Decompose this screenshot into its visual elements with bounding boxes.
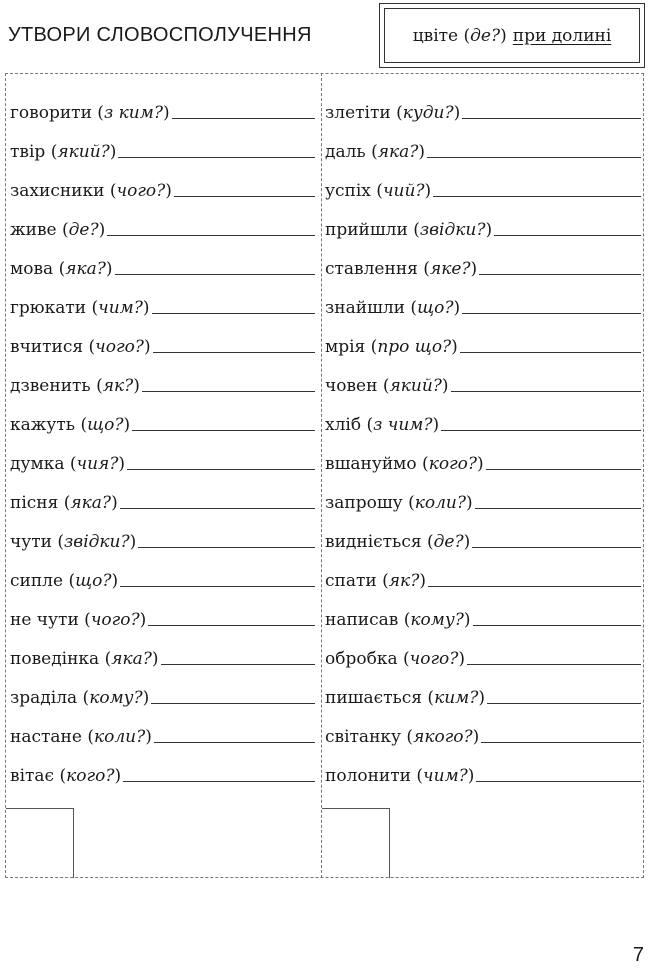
- answer-line[interactable]: [115, 274, 315, 275]
- phrase-word: не чути: [10, 610, 79, 630]
- phrase-question: яка?: [65, 259, 106, 279]
- answer-line[interactable]: [118, 157, 315, 158]
- right-corner-box: [322, 808, 390, 878]
- phrase-row: кажуть ( що? ): [10, 396, 315, 435]
- phrase-row: видніється ( де? ): [325, 513, 641, 552]
- phrase-question: чия?: [76, 454, 119, 474]
- answer-line[interactable]: [441, 430, 641, 431]
- phrase-row: написав ( кому? ): [325, 591, 641, 630]
- answer-line[interactable]: [138, 547, 315, 548]
- answer-line[interactable]: [161, 664, 315, 665]
- phrase-row: пісня ( яка? ): [10, 474, 315, 513]
- answer-line[interactable]: [152, 313, 315, 314]
- phrase-row: вітає ( кого? ): [10, 747, 315, 786]
- phrase-question: чого?: [116, 181, 166, 201]
- phrase-row: думка ( чия? ): [10, 435, 315, 474]
- answer-line[interactable]: [451, 391, 641, 392]
- answer-line[interactable]: [132, 430, 315, 431]
- column-divider: [321, 73, 322, 878]
- phrase-word: вшануймо: [325, 454, 417, 474]
- phrase-word: човен: [325, 376, 378, 396]
- phrase-row: даль ( яка? ): [325, 123, 641, 162]
- page-number: 7: [632, 944, 644, 966]
- answer-line[interactable]: [151, 703, 315, 704]
- answer-line[interactable]: [460, 352, 641, 353]
- example-question: де?: [470, 25, 501, 46]
- phrase-word: обробка: [325, 649, 398, 669]
- answer-line[interactable]: [476, 781, 641, 782]
- answer-line[interactable]: [433, 196, 641, 197]
- phrase-word: думка: [10, 454, 65, 474]
- phrase-word: запрошу: [325, 493, 403, 513]
- phrase-word: пишається: [325, 688, 423, 708]
- answer-line[interactable]: [428, 586, 641, 587]
- phrase-word: спати: [325, 571, 377, 591]
- left-corner-box: [6, 808, 74, 878]
- phrase-question: якого?: [413, 727, 473, 747]
- answer-line[interactable]: [174, 196, 315, 197]
- phrase-question: чим?: [98, 298, 143, 318]
- phrase-row: твір ( який? ): [10, 123, 315, 162]
- phrase-row: прийшли ( звідки? ): [325, 201, 641, 240]
- phrase-question: як?: [102, 376, 134, 396]
- phrase-row: захисники ( чого? ): [10, 162, 315, 201]
- phrase-question: яка?: [377, 142, 419, 162]
- answer-line[interactable]: [107, 235, 315, 236]
- phrase-word: ставлення: [325, 259, 418, 279]
- phrase-word: дзвенить: [10, 376, 91, 396]
- phrase-word: пісня: [10, 493, 59, 513]
- phrase-question: ким?: [434, 688, 479, 708]
- answer-line[interactable]: [153, 352, 315, 353]
- phrase-question: де?: [68, 220, 99, 240]
- phrase-question: звідки?: [419, 220, 486, 240]
- phrase-row: обробка ( чого? ): [325, 630, 641, 669]
- phrase-row: настане ( коли? ): [10, 708, 315, 747]
- phrase-word: чути: [10, 532, 52, 552]
- answer-line[interactable]: [120, 586, 315, 587]
- answer-line[interactable]: [127, 469, 315, 470]
- phrase-question: який?: [389, 376, 442, 396]
- left-column: [10, 84, 315, 786]
- answer-line[interactable]: [172, 118, 315, 119]
- phrase-word: грюкати: [10, 298, 87, 318]
- right-column: [325, 84, 641, 786]
- phrase-question: яка?: [70, 493, 112, 513]
- phrase-word: даль: [325, 142, 366, 162]
- phrase-word: світанку: [325, 727, 402, 747]
- phrase-word: злетіти: [325, 103, 391, 123]
- phrase-word: знайшли: [325, 298, 406, 318]
- answer-line[interactable]: [479, 274, 641, 275]
- answer-line[interactable]: [142, 391, 315, 392]
- phrase-row: зраділа ( кому? ): [10, 669, 315, 708]
- phrase-word: мова: [10, 259, 54, 279]
- answer-line[interactable]: [467, 664, 641, 665]
- phrase-word: сипле: [10, 571, 64, 591]
- phrase-question: як?: [388, 571, 420, 591]
- answer-line[interactable]: [120, 508, 315, 509]
- answer-line[interactable]: [154, 742, 315, 743]
- phrase-word: живе: [10, 220, 57, 240]
- phrase-word: поведінка: [10, 649, 100, 669]
- phrase-row: мрія ( про що? ): [325, 318, 641, 357]
- answer-line[interactable]: [427, 157, 641, 158]
- phrase-word: зраділа: [10, 688, 78, 708]
- phrase-word: кажуть: [10, 415, 76, 435]
- answer-line[interactable]: [486, 469, 641, 470]
- phrase-row: вчитися ( чого? ): [10, 318, 315, 357]
- phrase-row: мова ( яка? ): [10, 240, 315, 279]
- example-box: [379, 3, 645, 68]
- phrase-question: з ким?: [103, 103, 163, 123]
- phrase-word: хліб: [325, 415, 362, 435]
- phrase-word: говорити: [10, 103, 92, 123]
- phrase-word: написав: [325, 610, 399, 630]
- answer-line[interactable]: [475, 508, 641, 509]
- example-answer: при долині: [512, 25, 612, 46]
- phrase-word: захисники: [10, 181, 105, 201]
- phrase-question: куди?: [402, 103, 454, 123]
- phrase-row: човен ( який? ): [325, 357, 641, 396]
- answer-line[interactable]: [462, 313, 641, 314]
- phrase-row: ставлення ( яке? ): [325, 240, 641, 279]
- phrase-question: який?: [57, 142, 110, 162]
- phrase-word: вчитися: [10, 337, 84, 357]
- example-content: цвіте ( де? ) при долині: [384, 8, 640, 63]
- phrase-row: поведінка ( яка? ): [10, 630, 315, 669]
- answer-line[interactable]: [481, 742, 641, 743]
- phrase-question: кого?: [66, 766, 115, 786]
- phrase-question: яка?: [111, 649, 152, 669]
- answer-line[interactable]: [487, 703, 641, 704]
- phrase-question: коли?: [414, 493, 466, 513]
- phrase-word: прийшли: [325, 220, 408, 240]
- phrase-question: чий?: [382, 181, 425, 201]
- answer-line[interactable]: [148, 625, 315, 626]
- phrase-row: світанку ( якого? ): [325, 708, 641, 747]
- phrase-row: запрошу ( коли? ): [325, 474, 641, 513]
- phrase-question: про що?: [377, 337, 452, 357]
- phrase-word: вітає: [10, 766, 55, 786]
- phrase-row: пишається ( ким? ): [325, 669, 641, 708]
- phrase-question: кому?: [89, 688, 143, 708]
- phrase-row: успіх ( чий? ): [325, 162, 641, 201]
- phrase-question: з чим?: [373, 415, 433, 435]
- phrase-word: успіх: [325, 181, 371, 201]
- example-word: цвіте: [412, 25, 459, 46]
- answer-line[interactable]: [462, 118, 641, 119]
- phrase-question: де?: [433, 532, 464, 552]
- phrase-question: кого?: [428, 454, 478, 474]
- phrase-row: знайшли ( що? ): [325, 279, 641, 318]
- phrase-question: коли?: [93, 727, 146, 747]
- phrase-word: мрія: [325, 337, 366, 357]
- phrase-question: чого?: [409, 649, 459, 669]
- answer-line[interactable]: [123, 781, 315, 782]
- page-title: УТВОРИ СЛОВОСПОЛУЧЕННЯ: [8, 24, 312, 46]
- phrase-question: кому?: [410, 610, 464, 630]
- phrase-row: говорити ( з ким? ): [10, 84, 315, 123]
- phrase-row: хліб ( з чим? ): [325, 396, 641, 435]
- phrase-question: чого?: [90, 610, 140, 630]
- phrase-row: не чути ( чого? ): [10, 591, 315, 630]
- phrase-row: полонити ( чим? ): [325, 747, 641, 786]
- phrase-question: що?: [417, 298, 454, 318]
- phrase-word: твір: [10, 142, 46, 162]
- phrase-word: полонити: [325, 766, 411, 786]
- phrase-question: звідки?: [64, 532, 130, 552]
- phrase-row: вшануймо ( кого? ): [325, 435, 641, 474]
- phrase-row: спати ( як? ): [325, 552, 641, 591]
- answer-line[interactable]: [472, 547, 641, 548]
- phrase-question: чого?: [95, 337, 144, 357]
- phrase-row: грюкати ( чим? ): [10, 279, 315, 318]
- phrase-question: чим?: [423, 766, 468, 786]
- answer-line[interactable]: [494, 235, 641, 236]
- phrase-question: що?: [75, 571, 112, 591]
- phrase-question: яке?: [429, 259, 471, 279]
- phrase-word: видніється: [325, 532, 422, 552]
- answer-line[interactable]: [473, 625, 641, 626]
- phrase-row: живе ( де? ): [10, 201, 315, 240]
- phrase-row: чути ( звідки? ): [10, 513, 315, 552]
- phrase-row: сипле ( що? ): [10, 552, 315, 591]
- phrase-row: дзвенить ( як? ): [10, 357, 315, 396]
- phrase-word: настане: [10, 727, 82, 747]
- phrase-question: що?: [87, 415, 124, 435]
- phrase-row: злетіти ( куди? ): [325, 84, 641, 123]
